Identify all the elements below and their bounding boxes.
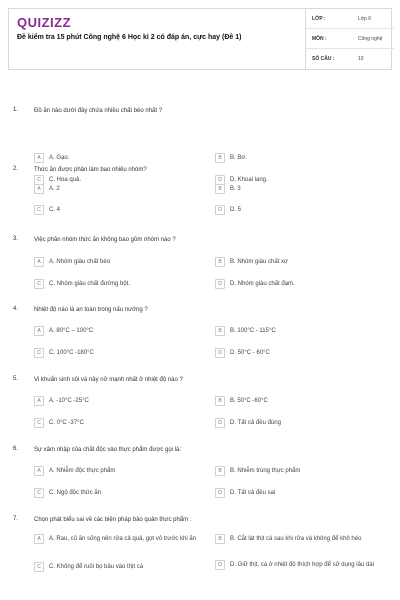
question-number: 7. [13, 516, 19, 522]
option-letter-box: D [215, 418, 225, 428]
option-text: B. Cắt lát thịt cá sau khi rửa và không để khô héo [230, 536, 362, 542]
question-number: 4. [13, 306, 19, 312]
meta-value: Công nghệ [358, 36, 383, 42]
option-text: D. Giữ thịt, cá ở nhiệt độ thích hợp để sử dụng lâu dài [230, 562, 374, 568]
option-letter-box: A [34, 257, 44, 267]
option-letter-box: B [215, 534, 225, 544]
worksheet-title: Đề kiểm tra 15 phút Công nghệ 6 Học kì 2 có đáp án, cực hay (Đề 1) [17, 34, 242, 41]
option-text: A. 2 [49, 186, 60, 192]
option-text: C. 0°C -37°C [49, 420, 84, 426]
meta-row-subject [306, 29, 394, 49]
option-text: A. Gạo. [49, 155, 70, 161]
question-text: Vi khuẩn sinh sôi và nảy nở mạnh nhất ở nhiệt độ nào ? [34, 377, 183, 383]
option-text: D. 50°C - 60°C [230, 350, 270, 356]
option-letter-box: A [34, 153, 44, 163]
meta-label: LỚP : [312, 16, 326, 22]
option-text: B. 50°C -60°C [230, 398, 268, 404]
option-text: C. Nhóm giàu chất đường bột. [49, 281, 130, 287]
option-letter-box: D [215, 205, 225, 215]
option-text: D. Khoai lang. [230, 177, 268, 183]
option-text: B. Bơ. [230, 155, 247, 161]
question-text: Đồ ăn nào dưới đây chứa nhiều chất béo nhất ? [34, 108, 163, 114]
option-letter-box: C [34, 175, 44, 185]
option-letter-box: D [215, 560, 225, 570]
meta-row-grade [306, 9, 394, 29]
option-text: B. Nhóm giàu chất xơ [230, 259, 288, 265]
meta-label: MÔN : [312, 36, 327, 42]
question-text: Chọn phát biểu sai về các biện pháp bảo quản thực phẩm : [34, 517, 192, 523]
question-number: 5. [13, 376, 19, 382]
option-text: C. 4 [49, 207, 61, 213]
option-letter-box: A [34, 396, 44, 406]
option-text: C. Hoa quả. [49, 177, 82, 183]
meta-table [305, 9, 393, 69]
option-text: C. Ngộ độc thức ăn [49, 490, 102, 496]
option-letter-box: A [34, 326, 44, 336]
question-text: Sự xâm nhập của chất độc vào thực phẩm được gọi là: [34, 447, 182, 453]
option-letter-box: B [215, 326, 225, 336]
option-text: B. Nhiễm trùng thực phẩm [230, 468, 301, 474]
worksheet-header [8, 8, 392, 70]
option-text: D. Nhóm giàu chất đạm. [230, 281, 295, 287]
option-text: A. Nhóm giàu chất béo [49, 259, 111, 265]
question-text: Nhiệt độ nào là an toàn trong nấu nướng ? [34, 307, 148, 313]
option-letter-box: A [34, 184, 44, 194]
option-letter-box: C [34, 348, 44, 358]
option-letter-box: D [215, 175, 225, 185]
question-text: Thức ăn được phân làm bao nhiêu nhóm? [34, 167, 147, 173]
question-text: Việc phân nhóm thức ăn không bao gồm nhóm nào ? [34, 237, 176, 243]
option-letter-box: B [215, 257, 225, 267]
option-text: D. Tất cả đều sai [230, 490, 276, 496]
option-letter-box: C [34, 205, 44, 215]
option-letter-box: C [34, 418, 44, 428]
option-text: B. 100°C - 115°C [230, 328, 276, 334]
option-letter-box: A [34, 534, 44, 544]
option-letter-box: B [215, 153, 225, 163]
option-text: A. Nhiễm độc thực phẩm [49, 468, 116, 474]
option-letter-box: A [34, 466, 44, 476]
question-number: 1. [13, 107, 19, 113]
option-letter-box: D [215, 348, 225, 358]
option-text: A. Rau, củ ăn sống nên rửa cả quả, gọt vỏ trước khi ăn [49, 536, 197, 542]
meta-label: SỐ CÂU : [312, 56, 335, 62]
option-letter-box: C [34, 279, 44, 289]
option-text: D. 5 [230, 207, 242, 213]
question-number: 6. [13, 446, 19, 452]
option-letter-box: D [215, 488, 225, 498]
option-text: C. Không để ruồi bọ bâu vào thịt cá [49, 564, 144, 570]
option-text: A. 80°C – 100°C [49, 328, 94, 334]
meta-value: 10 [358, 56, 364, 62]
option-letter-box: B [215, 184, 225, 194]
option-letter-box: C [34, 562, 44, 572]
option-letter-box: B [215, 466, 225, 476]
option-text: B. 3 [230, 186, 241, 192]
quizizz-logo: QUIZIZZ [17, 15, 72, 30]
option-letter-box: C [34, 488, 44, 498]
question-number: 3. [13, 236, 19, 242]
option-text: A. -10°C -25°C [49, 398, 89, 404]
option-text: C. 100°C -180°C [49, 350, 94, 356]
option-letter-box: D [215, 279, 225, 289]
option-letter-box: B [215, 396, 225, 406]
question-number: 2. [13, 166, 19, 172]
meta-row-count [306, 49, 394, 69]
meta-value: Lớp 6 [358, 16, 372, 22]
option-text: D. Tất cả đều đúng [230, 420, 281, 426]
